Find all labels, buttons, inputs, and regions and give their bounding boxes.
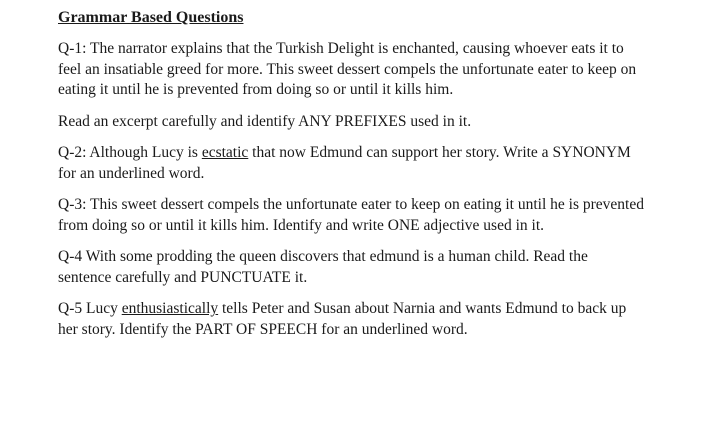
question-1-line-1: Q-1: The narrator explains that the Turkish Delight is enchanted, causing whoever eats it to [58, 40, 624, 57]
question-3 [58, 195, 698, 236]
question-5-line-2: her story. Identify the PART OF SPEECH for an underlined word. [58, 320, 468, 338]
question-5-text-before: Q-5 Lucy [58, 300, 122, 317]
question-1 [58, 39, 698, 101]
question-3-line-2: from doing so or until it kills him. Identify and write ONE adjective used in it. [58, 216, 545, 234]
question-1-line-3: eating it until he is prevented from doing so or until it kills him. [58, 81, 454, 98]
question-1-line-2: feel an insatiable greed for more. This sweet dessert compels the unfortunate eater to keep on [58, 60, 637, 78]
question-4 [58, 247, 698, 288]
question-4-line-1: Q-4 With some prodding the queen discovers that edmund is a human child. Read the [58, 248, 588, 265]
document-page [58, 8, 698, 340]
document-heading: Grammar Based Questions [58, 9, 244, 26]
question-5 [58, 299, 698, 340]
question-2 [58, 143, 698, 184]
question-2-line-2: for an underlined word. [58, 164, 205, 182]
question-1-instruction: Read an excerpt carefully and identify ANY PREFIXES used in it. [58, 112, 472, 130]
question-2-text-before: Q-2: Although Lucy is [58, 144, 202, 161]
question-5-text-after: tells Peter and Susan about Narnia and wants Edmund to back up [218, 300, 627, 317]
question-5-underlined-word: enthusiastically [121, 300, 219, 317]
question-2-line-1 [58, 143, 698, 164]
question-5-line-1 [58, 299, 698, 320]
question-2-underlined-word: ecstatic [201, 144, 249, 161]
question-2-text-after: that now Edmund can support her story. Write a SYNONYM [248, 144, 631, 161]
question-4-line-2: sentence carefully and PUNCTUATE it. [58, 268, 308, 286]
question-3-line-1: Q-3: This sweet dessert compels the unfortunate eater to keep on eating it until he is prevented [58, 196, 644, 213]
